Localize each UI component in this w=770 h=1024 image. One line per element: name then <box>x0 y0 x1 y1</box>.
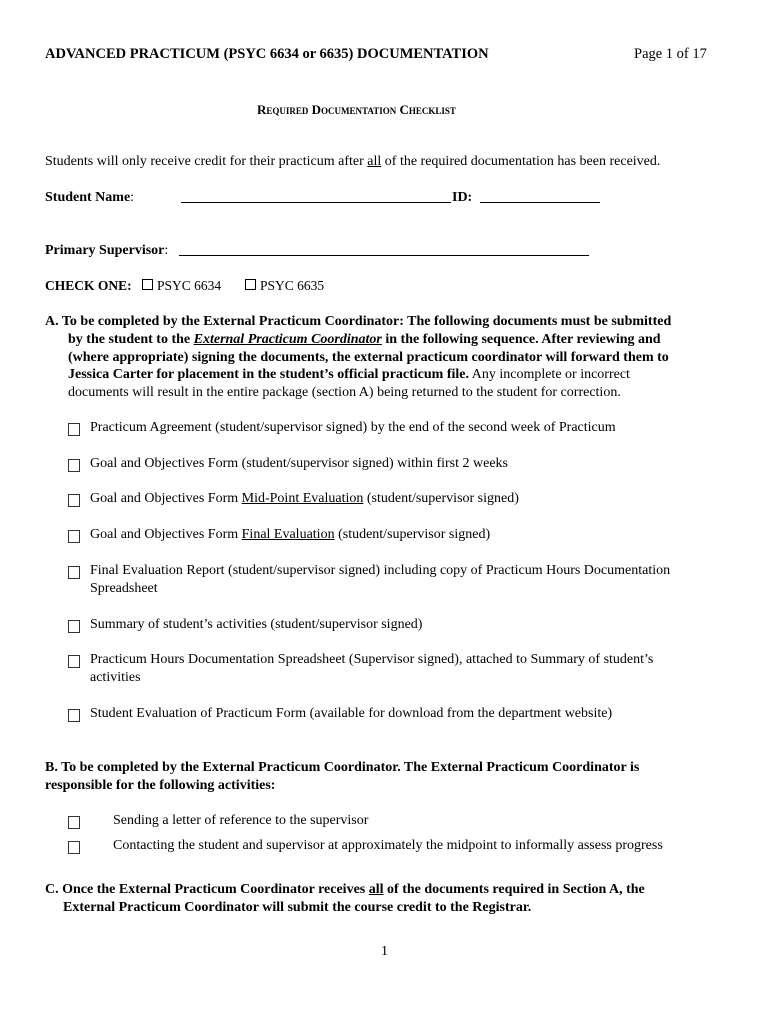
checkbox-icon[interactable] <box>68 841 80 854</box>
checkbox-icon[interactable] <box>68 459 80 472</box>
section-c-line-2: External Practicum Coordinator will submit the course credit to the Registrar. <box>63 900 532 915</box>
checkbox-icon[interactable] <box>245 279 256 290</box>
checkbox-icon[interactable] <box>68 816 80 829</box>
checkbox-icon[interactable] <box>68 566 80 579</box>
section-a-line-1: A. To be completed by the External Practicum Coordinator: The following documents must be submitted <box>45 314 672 329</box>
checkbox-icon[interactable] <box>68 530 80 543</box>
section-a-line-3: (where appropriate) signing the documents, the external practicum coordinator will forward them to <box>68 350 669 365</box>
section-c-line-1: C. Once the External Practicum Coordinator receives all of the documents required in Section A, the <box>45 882 645 897</box>
student-name-label: Student Name: <box>45 190 135 205</box>
id-label: ID: <box>452 190 473 205</box>
checkbox-icon[interactable] <box>68 620 80 633</box>
check-one-label: CHECK ONE: <box>45 278 132 293</box>
supervisor-label: Primary Supervisor: <box>45 243 169 258</box>
intro-text: Students will only receive credit for their practicum after all of the required documentation has been received. <box>45 154 661 169</box>
section-a-line-5: documents will result in the entire package (section A) being returned to the student for correction. <box>68 385 621 400</box>
supervisor-field[interactable] <box>179 243 589 261</box>
student-name-field[interactable] <box>181 190 451 208</box>
checkbox-icon[interactable] <box>68 655 80 668</box>
section-a-line-2: by the student to the External Practicum Coordinator in the following sequence. After reviewing and <box>68 332 661 347</box>
checklist-heading: Required Documentation Checklist <box>257 102 456 117</box>
section-b-line-2: responsible for the following activities: <box>45 778 276 793</box>
checkbox-icon[interactable] <box>68 423 80 436</box>
psyc-6634-option[interactable]: PSYC 6634 <box>142 278 221 294</box>
page-label: Page 1 of 17 <box>634 46 707 62</box>
page-number: 1 <box>381 944 388 959</box>
id-field[interactable] <box>480 190 600 208</box>
document-title: ADVANCED PRACTICUM (PSYC 6634 or 6635) DOCUMENTATION <box>45 46 489 62</box>
checkbox-icon[interactable] <box>68 709 80 722</box>
checkbox-icon[interactable] <box>68 494 80 507</box>
section-b-line-1: B. To be completed by the External Practicum Coordinator. The External Practicum Coordinator is <box>45 760 640 775</box>
checkbox-icon[interactable] <box>142 279 153 290</box>
psyc-6635-option[interactable]: PSYC 6635 <box>245 278 324 294</box>
section-a-line-4: Jessica Carter for placement in the student’s official practicum file. Any incomplete or incorrect <box>68 367 630 382</box>
